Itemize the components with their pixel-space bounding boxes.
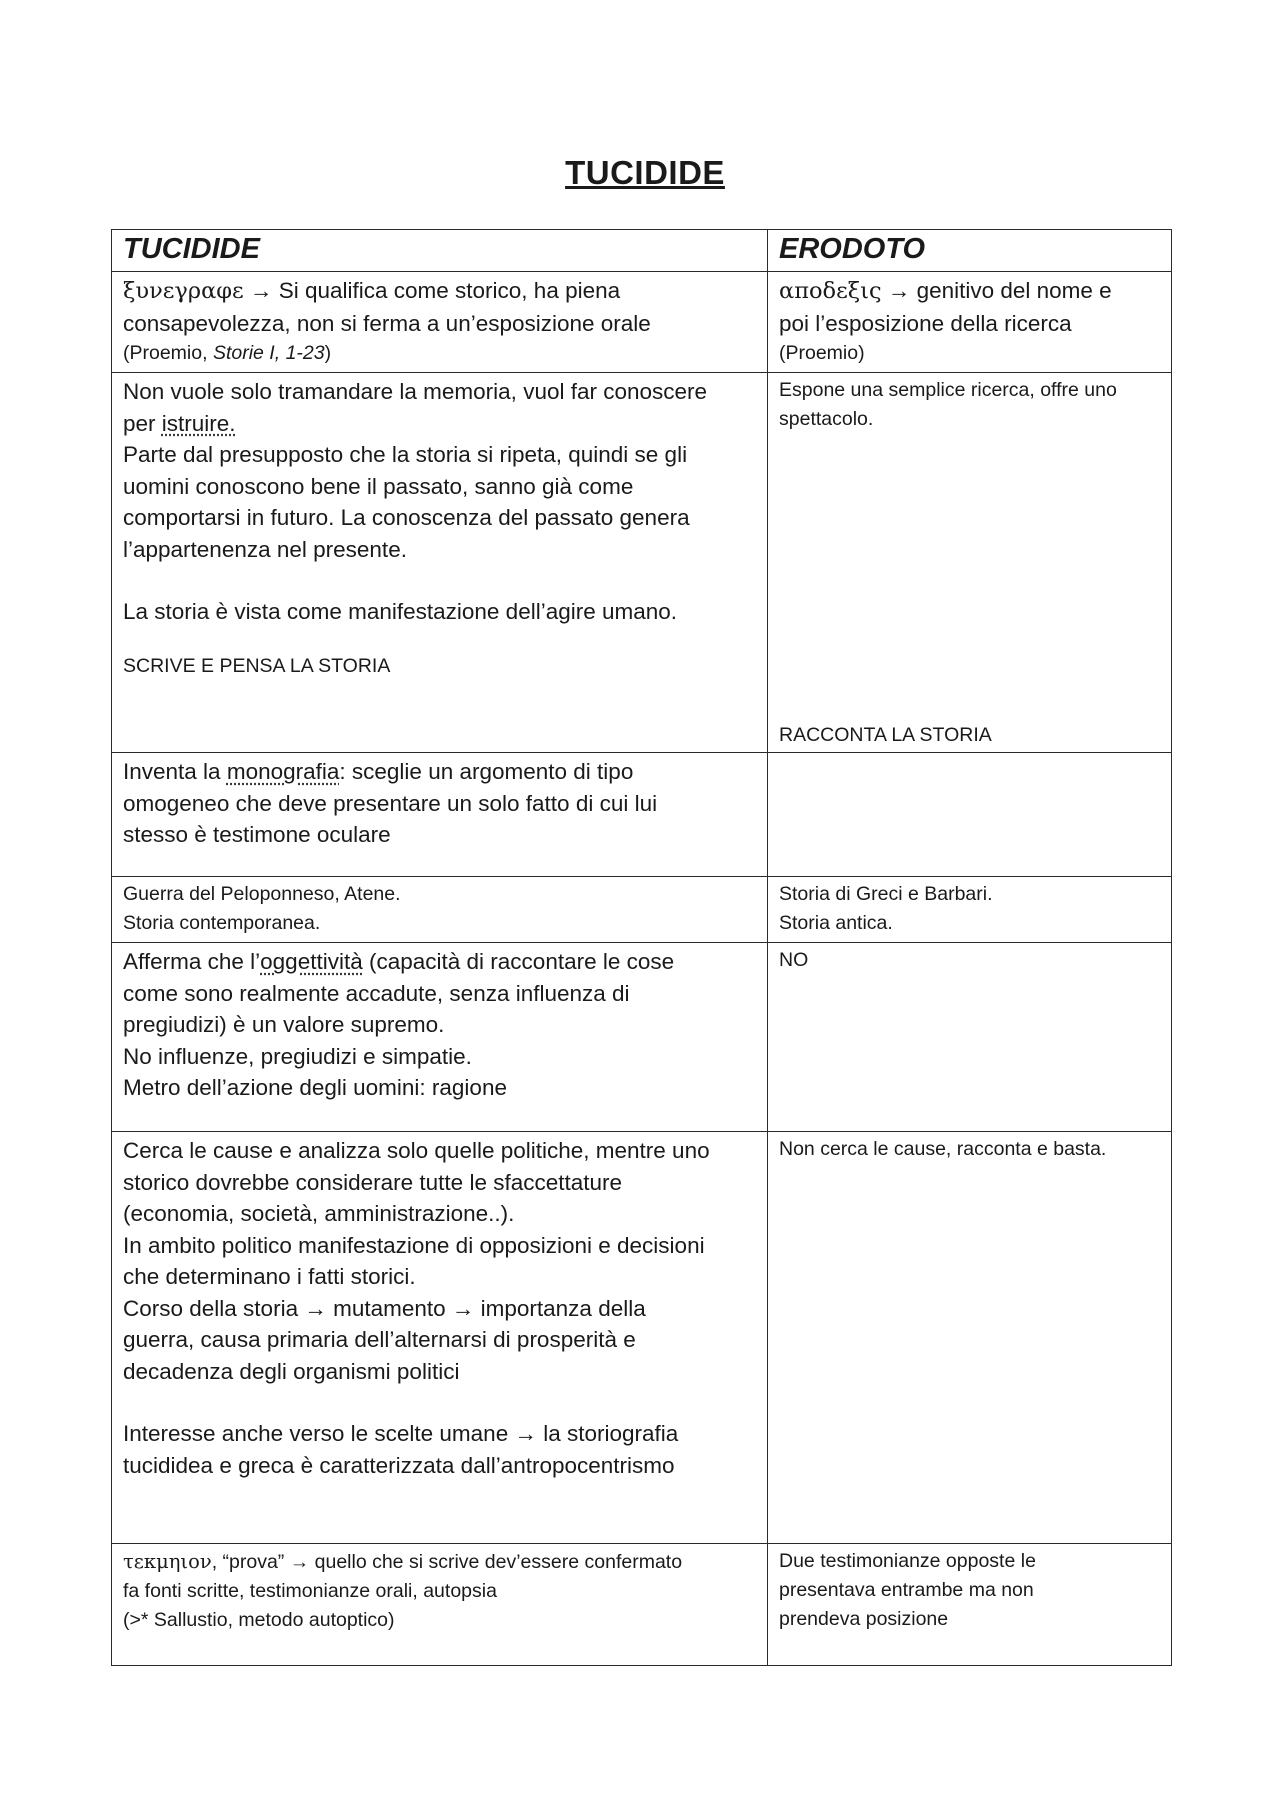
row6-left-line5: che determinano i fatti storici.: [123, 1264, 416, 1289]
row7-right-line1: Due testimonianze opposte le: [779, 1550, 1036, 1572]
row7-right-line2: presentava entrambe ma non: [779, 1579, 1034, 1601]
table-row: [112, 272, 1172, 373]
row6-left-line7: guerra, causa primaria dell’alternarsi di prosperità e: [123, 1327, 636, 1352]
page-title: TUCIDIDE: [565, 154, 725, 191]
row5-left-line3: pregiudizi) è un valore supremo.: [123, 1012, 445, 1037]
comparison-table: [111, 229, 1172, 1666]
row2-right-cell: [768, 373, 1172, 753]
table-row: [112, 753, 1172, 877]
row6-left-line1: Cerca le cause e analizza solo quelle politiche, mentre uno: [123, 1138, 710, 1163]
row7-left-text: , “prova” → quello che si scrive dev’essere confermato: [211, 1551, 683, 1573]
spellcheck-word: istruire.: [161, 410, 236, 436]
row5-left-cell: [112, 943, 768, 1132]
row2-left-line2a: per: [123, 410, 162, 436]
row4-left-line1: Guerra del Peloponneso, Atene.: [123, 883, 401, 905]
row1-right-cell: [768, 272, 1172, 373]
row6-left-line2: storico dovrebbe considerare tutte le sfaccettature: [123, 1169, 623, 1195]
row2-left-cell: [112, 373, 768, 753]
row4-left-cell: [112, 877, 768, 943]
row6-right-line1: Non cerca le cause, racconta e basta.: [779, 1138, 1107, 1160]
row4-left-line2: Storia contemporanea.: [123, 912, 321, 934]
row7-right-cell: [768, 1544, 1172, 1666]
row3-right-cell: [768, 753, 1172, 877]
row2-left-para2: Parte dal presupposto che la storia si ripeta, quindi se gli: [123, 442, 688, 467]
spellcheck-word: oggettività: [260, 949, 363, 974]
table-row: [112, 877, 1172, 943]
greek-word: τεκμηιον: [123, 1550, 212, 1573]
row1-right-text: → genitivo del nome e: [887, 278, 1112, 303]
row6-left-line8: decadenza degli organismi politici: [123, 1358, 460, 1384]
row6-left-line6: Corso della storia → mutamento → importanza della: [123, 1295, 646, 1321]
row6-left-line3: (economia, società, amministrazione..).: [123, 1201, 515, 1226]
header-tucidide: TUCIDIDE: [123, 233, 260, 265]
row4-right-line1: Storia di Greci e Barbari.: [779, 883, 993, 905]
ref-close: ): [324, 342, 332, 364]
row3-left-line3: stesso è testimone oculare: [123, 822, 391, 847]
row5-left-line5: Metro dell’azione degli uomini: ragione: [123, 1075, 507, 1100]
row7-left-line2: fa fonti scritte, testimonianze orali, autopsia: [123, 1580, 497, 1602]
row2-left-line1: Non vuole solo tramandare la memoria, vuol far conoscere: [123, 379, 708, 404]
row2-right-line2: spettacolo.: [779, 408, 874, 430]
row2-left-para2-l4: l’appartenenza nel presente.: [123, 536, 407, 562]
row1-left-cell: [112, 272, 768, 373]
row5-right-line1: NO: [779, 949, 809, 971]
row3-left-line1a: Inventa la: [123, 759, 227, 784]
row1-right-line2: poi l’esposizione della ricerca: [779, 310, 1072, 336]
header-erodoto: ERODOTO: [779, 233, 926, 265]
row6-left-cell: [112, 1132, 768, 1544]
table-header-row: [112, 230, 1172, 272]
row1-left-line2: consapevolezza, non si ferma a un’esposizione orale: [123, 310, 651, 336]
row4-right-line2: Storia antica.: [779, 912, 893, 934]
row5-left-line4: No influenze, pregiudizi e simpatie.: [123, 1043, 472, 1069]
row7-right-line3: prendeva posizione: [779, 1608, 949, 1630]
ref-italic: Storie I, 1-23: [212, 342, 325, 364]
header-cell-erodoto: [768, 230, 1172, 272]
row2-right-line1: Espone una semplice ricerca, offre uno: [779, 379, 1117, 401]
table-row: [112, 1544, 1172, 1666]
row6-left-line10: tucididea e greca è caratterizzata dall’antropocentrismo: [123, 1452, 675, 1478]
row6-left-line9: Interesse anche verso le scelte umane → la storiografia: [123, 1421, 679, 1446]
row3-left-line2: omogeneo che deve presentare un solo fatto di cui lui: [123, 790, 658, 816]
row1-right-ref: (Proemio): [779, 342, 865, 364]
row6-right-cell: [768, 1132, 1172, 1544]
row5-left-line2: come sono realmente accadute, senza influenza di: [123, 980, 630, 1006]
row3-left-cell: [112, 753, 768, 877]
row3-left-line1c: : sceglie un argomento di tipo: [339, 759, 634, 784]
row2-left-para3: La storia è vista come manifestazione dell’agire umano.: [123, 599, 678, 624]
header-cell-tucidide: [112, 230, 768, 272]
greek-word: αποδεξις: [779, 278, 882, 304]
row2-left-para2-l3: comportarsi in futuro. La conoscenza del passato genera: [123, 505, 690, 530]
row7-left-line3: (>* Sallustio, metodo autoptico): [123, 1609, 395, 1631]
row7-left-cell: [112, 1544, 768, 1666]
table-row: [112, 373, 1172, 753]
row1-left-text: → Si qualifica come storico, ha piena: [249, 278, 621, 303]
row2-right-caps: RACCONTA LA STORIA: [779, 724, 992, 746]
spellcheck-word: monografia: [226, 759, 340, 784]
row6-left-line4: In ambito politico manifestazione di opposizioni e decisioni: [123, 1232, 705, 1258]
row1-left-ref: [123, 339, 756, 368]
row5-right-cell: [768, 943, 1172, 1132]
ref-open: (Proemio,: [123, 342, 213, 364]
row2-left-para2-l2: uomini conoscono bene il passato, sanno già come: [123, 473, 634, 499]
row2-left-caps: SCRIVE E PENSA LA STORIA: [123, 654, 391, 677]
row4-right-cell: [768, 877, 1172, 943]
greek-word: ξυνεγραφε: [123, 278, 244, 304]
table-row: [112, 1132, 1172, 1544]
row5-left-line1a: Afferma che l’: [123, 949, 261, 974]
row5-left-line1c: (capacità di raccontare le cose: [362, 949, 675, 974]
table-row: [112, 943, 1172, 1132]
